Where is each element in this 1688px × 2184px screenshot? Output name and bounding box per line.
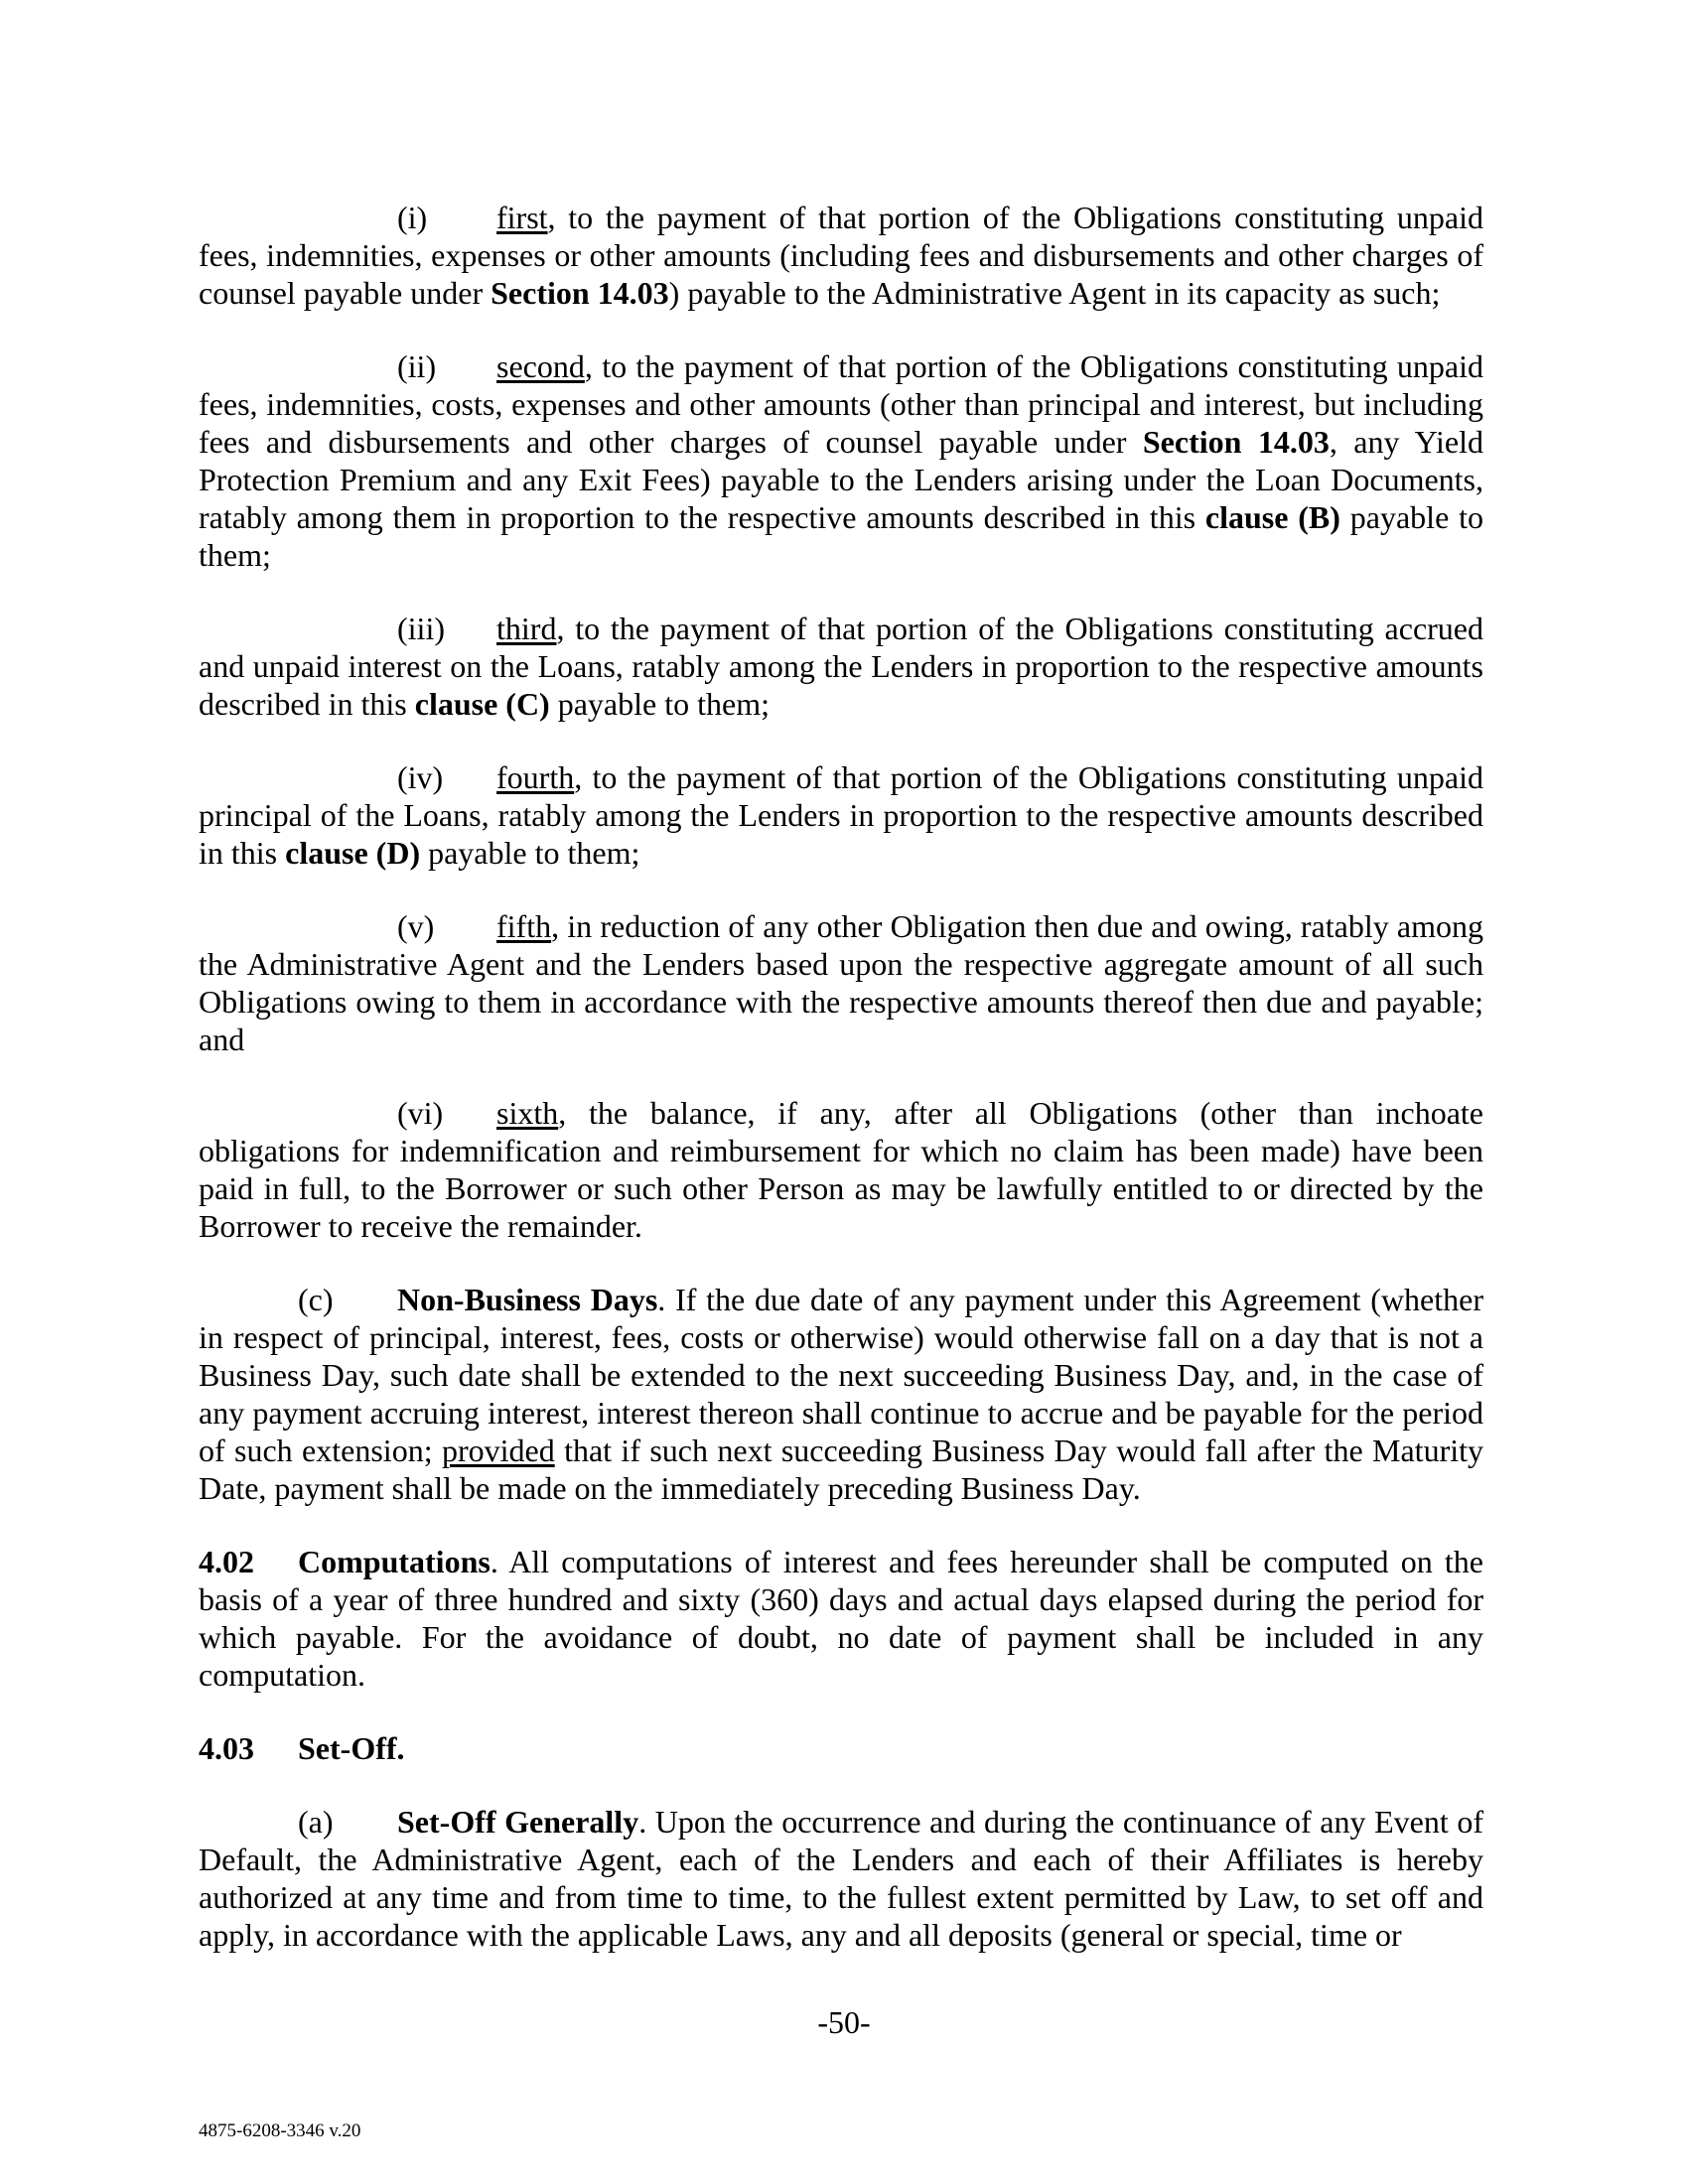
clause-number: (c) (298, 1282, 334, 1317)
paragraph-text: payable to them; (420, 835, 640, 871)
paragraph-text: , to the payment of that portion of the Obligations constituting unpaid principal of the Loans, ratably among the Lenders in proportion to the respective amounts described in this (199, 759, 1483, 871)
clause-c-non-business-days (199, 1281, 1483, 1507)
section-reference: Section 14.03 (1142, 424, 1330, 460)
section-text: . All computations of interest and fees hereunder shall be computed on the basis of a year of three hundred and sixty (360) days and actual days elapsed during the period for which payable. For the avoidance of doubt, no date of payment shall be included in any computation. (199, 1544, 1483, 1693)
paragraph-keyword: second (496, 348, 585, 384)
clause-text: . If the due date of any payment under this Agreement (whether in respect of principal, interest, fees, costs or otherwise) would otherwise fall on a day that is not a Business Day, such date shall be extended to the next succeeding Business Day, and, in the case of any payment accruing interest, interest thereon shall continue to accrue and be payable for the period of such extension; (199, 1282, 1484, 1468)
section-heading: Computations (298, 1544, 491, 1579)
paragraph-ii (199, 347, 1483, 574)
paragraph-text: , to the payment of that portion of the Obligations constituting unpaid fees, indemnities, costs, expenses and other amounts (other than principal and interest, but including fees and disbursements and other charges of counsel payable under (199, 348, 1483, 460)
paragraph-keyword: sixth (496, 1095, 559, 1131)
clause-a-set-off-generally (199, 1803, 1483, 1954)
clause-text: . Upon the occurrence and during the continuance of any Event of Default, the Administrative Agent, each of the Lenders and each of their Affiliates is hereby authorized at any time and from time to time, to the fullest extent permitted by Law, to set off and apply, in accordance with the applicable Laws, any and all deposits (general or special, time or (199, 1804, 1484, 1953)
paragraph-iii (199, 610, 1483, 723)
section-number: 4.02 (199, 1544, 254, 1579)
paragraph-v (199, 907, 1483, 1058)
clause-reference: clause (C) (414, 686, 550, 722)
paragraph-iv (199, 758, 1483, 872)
paragraph-number: (iv) (397, 759, 444, 795)
paragraph-text: , the balance, if any, after all Obligations (other than inchoate obligations for indemnification and reimbursement for which no claim has been made) have been paid in full, to the Borrower or such other Person as may be lawfully entitled to or directed by the Borrower to receive the remainder. (199, 1095, 1483, 1244)
paragraph-keyword: fifth (496, 908, 552, 944)
paragraph-text: , in reduction of any other Obligation then due and owing, ratably among the Administrative Agent and the Lenders based upon the respective aggregate amount of all such Obligations owing to them in accordance with the respective amounts thereof then due and payable; and (199, 908, 1483, 1057)
clause-heading: Non-Business Days (397, 1282, 658, 1317)
paragraph-i (199, 199, 1483, 312)
paragraph-text: payable to them; (199, 499, 1484, 573)
clause-reference: clause (B) (1204, 499, 1340, 535)
clause-number: (a) (298, 1804, 334, 1840)
page-body (199, 199, 1483, 1989)
paragraph-vi (199, 1094, 1483, 1245)
paragraph-text: , to the payment of that portion of the Obligations constituting accrued and unpaid interest on the Loans, ratably among the Lenders in proportion to the respective amounts described in this (199, 611, 1483, 722)
proviso-term: provided (441, 1433, 555, 1468)
section-4-03-set-off (199, 1729, 1483, 1767)
paragraph-keyword: first (496, 200, 548, 235)
paragraph-text: payable to them; (549, 686, 770, 722)
paragraph-text: ) payable to the Administrative Agent in its capacity as such; (668, 275, 1441, 311)
paragraph-text: , any Yield Protection Premium and any Exit Fees) payable to the Lenders arising under the Loan Documents, ratably among them in proportion to the respective amounts described in this (199, 424, 1484, 535)
section-number: 4.03 (199, 1730, 254, 1766)
clause-heading: Set-Off Generally (397, 1804, 639, 1840)
paragraph-number: (v) (397, 908, 435, 944)
document-id: 4875-6208-3346 v.20 (199, 2120, 361, 2141)
paragraph-keyword: third (496, 611, 557, 646)
paragraph-text: , to the payment of that portion of the Obligations constituting unpaid fees, indemnities, expenses or other amounts (including fees and disbursements and other charges of counsel payable under (199, 200, 1483, 311)
paragraph-keyword: fourth (496, 759, 575, 795)
paragraph-number: (i) (397, 200, 428, 235)
clause-text: that if such next succeeding Business Day would fall after the Maturity Date, payment shall be made on the immediately preceding Business Day. (199, 1433, 1484, 1506)
paragraph-number: (vi) (397, 1095, 444, 1131)
section-4-02-computations (199, 1543, 1483, 1694)
page-number: -50- (817, 2004, 871, 2040)
clause-reference: clause (D) (285, 835, 421, 871)
paragraph-number: (ii) (397, 348, 437, 384)
section-heading: Set-Off. (298, 1730, 405, 1766)
section-reference: Section 14.03 (491, 275, 669, 311)
paragraph-number: (iii) (397, 611, 445, 646)
